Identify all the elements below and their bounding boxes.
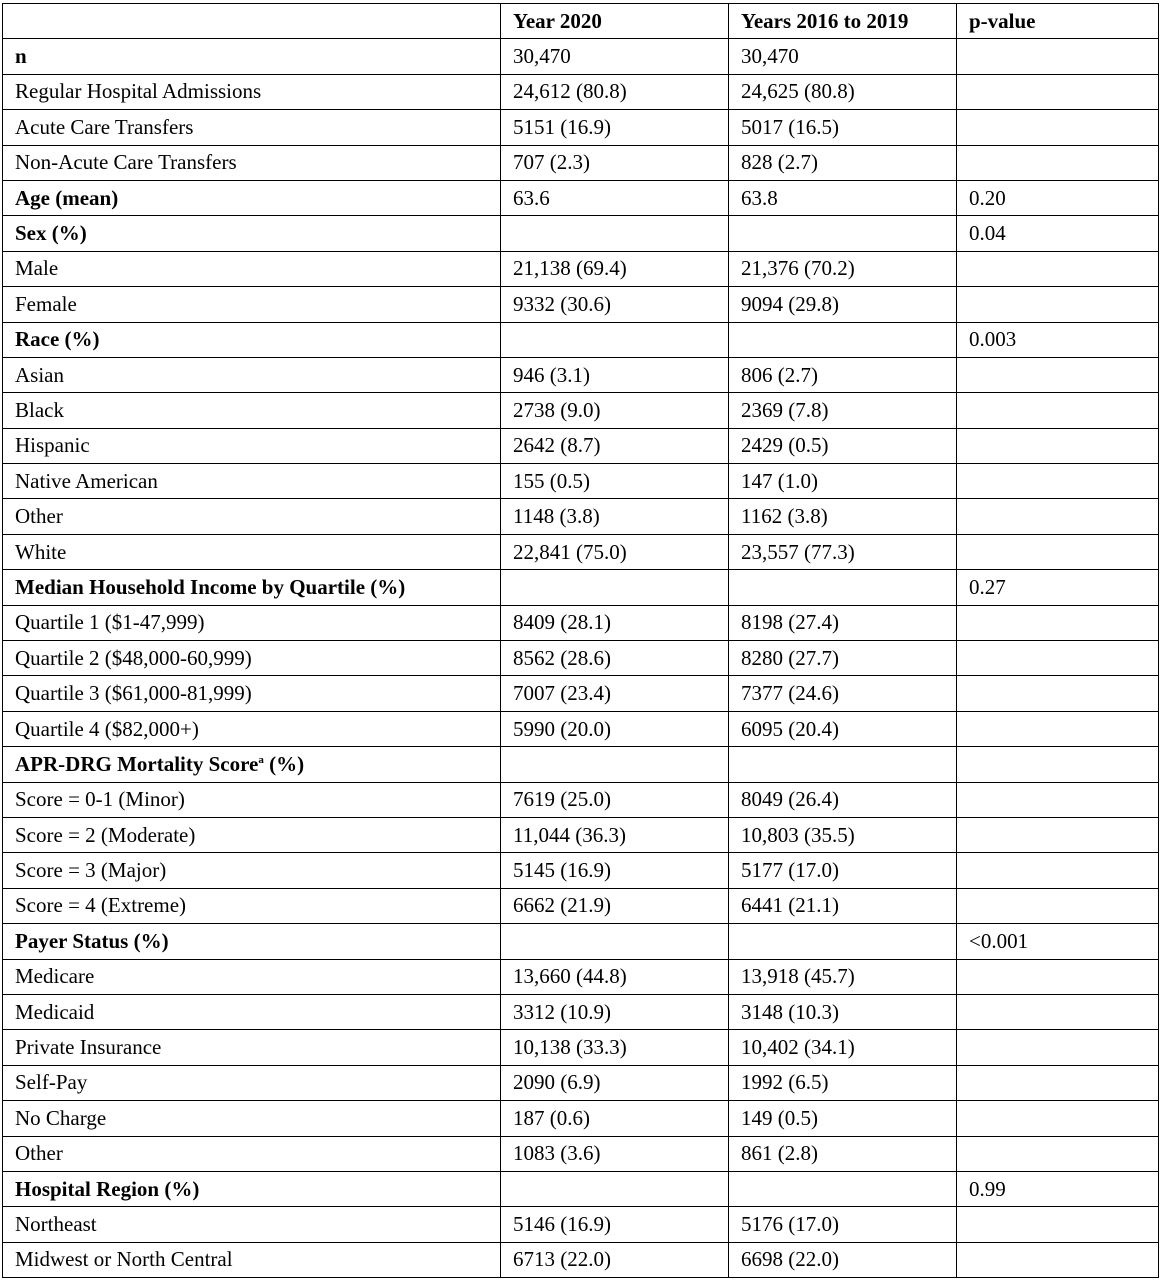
value-2016-2019: 6441 (21.1) xyxy=(729,888,957,923)
value-2016-2019: 7377 (24.6) xyxy=(729,676,957,711)
row-label xyxy=(3,1065,501,1100)
row-label-text: Payer Status (%) xyxy=(15,928,169,953)
row-label xyxy=(3,1207,501,1242)
row-label-text: No Charge xyxy=(15,1105,107,1130)
table-row xyxy=(3,570,1159,605)
value-2016-2019: 806 (2.7) xyxy=(729,357,957,392)
table-row xyxy=(3,145,1159,180)
value-2020: 707 (2.3) xyxy=(501,145,729,180)
row-label-text: White xyxy=(15,539,67,564)
value-2020: 30,470 xyxy=(501,39,729,74)
value-2020 xyxy=(501,924,729,959)
header-row xyxy=(3,4,1159,39)
header-year-2020: Year 2020 xyxy=(501,4,729,39)
value-2016-2019: 149 (0.5) xyxy=(729,1101,957,1136)
value-2016-2019: 10,402 (34.1) xyxy=(729,1030,957,1065)
value-2016-2019: 63.8 xyxy=(729,180,957,215)
row-label-text: Sex (%) xyxy=(15,221,87,246)
table-row xyxy=(3,1101,1159,1136)
row-label xyxy=(3,74,501,109)
value-2016-2019: 6095 (20.4) xyxy=(729,711,957,746)
row-label-text: Score = 0-1 (Minor) xyxy=(15,787,185,812)
p-value xyxy=(957,888,1159,923)
value-2020: 21,138 (69.4) xyxy=(501,251,729,286)
p-value xyxy=(957,711,1159,746)
value-2020: 187 (0.6) xyxy=(501,1101,729,1136)
table-row xyxy=(3,711,1159,746)
value-2016-2019: 1992 (6.5) xyxy=(729,1065,957,1100)
table-row xyxy=(3,110,1159,145)
p-value xyxy=(957,499,1159,534)
p-value xyxy=(957,959,1159,994)
value-2020: 9332 (30.6) xyxy=(501,287,729,322)
row-label-text: Hospital Region (%) xyxy=(15,1176,200,1201)
p-value xyxy=(957,994,1159,1029)
row-label-text: APR-DRG Mortality Score xyxy=(15,751,259,776)
value-2016-2019: 8198 (27.4) xyxy=(729,605,957,640)
table-row xyxy=(3,1171,1159,1206)
value-2020: 6713 (22.0) xyxy=(501,1242,729,1277)
row-label-text: n xyxy=(15,44,27,69)
row-label xyxy=(3,357,501,392)
row-label xyxy=(3,959,501,994)
p-value xyxy=(957,747,1159,782)
value-2020 xyxy=(501,1171,729,1206)
p-value xyxy=(957,357,1159,392)
row-label-suffix: (%) xyxy=(263,751,305,776)
table-row xyxy=(3,357,1159,392)
value-2016-2019 xyxy=(729,747,957,782)
header-years-2016-2019: Years 2016 to 2019 xyxy=(729,4,957,39)
p-value xyxy=(957,145,1159,180)
value-2020: 155 (0.5) xyxy=(501,464,729,499)
row-label xyxy=(3,817,501,852)
table-row xyxy=(3,888,1159,923)
table-row xyxy=(3,287,1159,322)
table-row xyxy=(3,39,1159,74)
p-value xyxy=(957,287,1159,322)
value-2016-2019: 5176 (17.0) xyxy=(729,1207,957,1242)
p-value xyxy=(957,74,1159,109)
value-2020: 11,044 (36.3) xyxy=(501,817,729,852)
table-row xyxy=(3,534,1159,569)
row-label xyxy=(3,711,501,746)
table-row xyxy=(3,853,1159,888)
row-label-text: Native American xyxy=(15,468,158,493)
row-label xyxy=(3,853,501,888)
value-2020: 946 (3.1) xyxy=(501,357,729,392)
table-row xyxy=(3,1136,1159,1171)
p-value xyxy=(957,1030,1159,1065)
value-2020: 5990 (20.0) xyxy=(501,711,729,746)
row-label-text: Score = 2 (Moderate) xyxy=(15,822,196,847)
row-label xyxy=(3,216,501,251)
table-row xyxy=(3,499,1159,534)
row-label-text: Acute Care Transfers xyxy=(15,114,194,139)
characteristics-table xyxy=(2,3,1159,1278)
row-label-text: Female xyxy=(15,291,77,316)
row-label-text: Median Household Income by Quartile (%) xyxy=(15,574,406,599)
row-label xyxy=(3,180,501,215)
row-label xyxy=(3,570,501,605)
row-label-text: Private Insurance xyxy=(15,1035,162,1060)
row-label xyxy=(3,924,501,959)
p-value xyxy=(957,393,1159,428)
value-2020: 3312 (10.9) xyxy=(501,994,729,1029)
value-2016-2019: 3148 (10.3) xyxy=(729,994,957,1029)
row-label xyxy=(3,782,501,817)
table-row xyxy=(3,747,1159,782)
table-row xyxy=(3,1207,1159,1242)
value-2020: 1083 (3.6) xyxy=(501,1136,729,1171)
table-row xyxy=(3,180,1159,215)
value-2016-2019: 861 (2.8) xyxy=(729,1136,957,1171)
row-label-text: Score = 4 (Extreme) xyxy=(15,893,187,918)
table-row xyxy=(3,676,1159,711)
table-row xyxy=(3,959,1159,994)
row-label xyxy=(3,1101,501,1136)
value-2020: 24,612 (80.8) xyxy=(501,74,729,109)
p-value: 0.27 xyxy=(957,570,1159,605)
p-value xyxy=(957,641,1159,676)
value-2016-2019: 13,918 (45.7) xyxy=(729,959,957,994)
table-row xyxy=(3,393,1159,428)
table-row xyxy=(3,1242,1159,1277)
row-label xyxy=(3,1136,501,1171)
value-2020: 2090 (6.9) xyxy=(501,1065,729,1100)
footnote-marker: a xyxy=(258,753,264,766)
row-label-text: Midwest or North Central xyxy=(15,1247,233,1272)
p-value xyxy=(957,110,1159,145)
value-2020: 2642 (8.7) xyxy=(501,428,729,463)
row-label xyxy=(3,499,501,534)
table-row xyxy=(3,994,1159,1029)
row-label xyxy=(3,322,501,357)
table-row xyxy=(3,817,1159,852)
p-value: 0.99 xyxy=(957,1171,1159,1206)
row-label xyxy=(3,1171,501,1206)
value-2020 xyxy=(501,322,729,357)
p-value xyxy=(957,1065,1159,1100)
p-value xyxy=(957,853,1159,888)
row-label-text: Hispanic xyxy=(15,433,90,458)
value-2020: 5145 (16.9) xyxy=(501,853,729,888)
value-2020: 8409 (28.1) xyxy=(501,605,729,640)
value-2016-2019: 2369 (7.8) xyxy=(729,393,957,428)
row-label xyxy=(3,534,501,569)
value-2016-2019 xyxy=(729,924,957,959)
row-label xyxy=(3,605,501,640)
row-label xyxy=(3,994,501,1029)
row-label-text: Black xyxy=(15,397,64,422)
row-label xyxy=(3,39,501,74)
table-row xyxy=(3,1030,1159,1065)
value-2016-2019: 23,557 (77.3) xyxy=(729,534,957,569)
row-label-text: Score = 3 (Major) xyxy=(15,858,167,883)
row-label xyxy=(3,464,501,499)
value-2020: 5151 (16.9) xyxy=(501,110,729,145)
value-2020: 10,138 (33.3) xyxy=(501,1030,729,1065)
header-label xyxy=(3,4,501,39)
value-2016-2019: 5017 (16.5) xyxy=(729,110,957,145)
value-2016-2019: 5177 (17.0) xyxy=(729,853,957,888)
value-2020 xyxy=(501,570,729,605)
value-2020: 2738 (9.0) xyxy=(501,393,729,428)
row-label xyxy=(3,145,501,180)
row-label-text: Male xyxy=(15,256,59,281)
table-row xyxy=(3,782,1159,817)
value-2020: 13,660 (44.8) xyxy=(501,959,729,994)
table-row xyxy=(3,641,1159,676)
table-row xyxy=(3,605,1159,640)
value-2020: 8562 (28.6) xyxy=(501,641,729,676)
value-2020: 7007 (23.4) xyxy=(501,676,729,711)
p-value xyxy=(957,605,1159,640)
p-value xyxy=(957,534,1159,569)
row-label-text: Quartile 2 ($48,000-60,999) xyxy=(15,645,252,670)
row-label-text: Quartile 1 ($1-47,999) xyxy=(15,610,205,635)
p-value xyxy=(957,251,1159,286)
row-label-text: Quartile 3 ($61,000-81,999) xyxy=(15,681,252,706)
row-label-text: Medicare xyxy=(15,964,95,989)
row-label xyxy=(3,747,501,782)
row-label-text: Quartile 4 ($82,000+) xyxy=(15,716,199,741)
row-label-text: Non-Acute Care Transfers xyxy=(15,150,237,175)
value-2016-2019: 9094 (29.8) xyxy=(729,287,957,322)
p-value: 0.20 xyxy=(957,180,1159,215)
p-value xyxy=(957,39,1159,74)
p-value xyxy=(957,1101,1159,1136)
value-2016-2019: 8280 (27.7) xyxy=(729,641,957,676)
row-label xyxy=(3,888,501,923)
p-value xyxy=(957,1242,1159,1277)
row-label xyxy=(3,1030,501,1065)
row-label xyxy=(3,641,501,676)
row-label xyxy=(3,110,501,145)
table-row xyxy=(3,428,1159,463)
row-label-text: Medicaid xyxy=(15,999,95,1024)
value-2016-2019: 147 (1.0) xyxy=(729,464,957,499)
row-label xyxy=(3,287,501,322)
value-2020 xyxy=(501,216,729,251)
value-2020: 7619 (25.0) xyxy=(501,782,729,817)
value-2020: 1148 (3.8) xyxy=(501,499,729,534)
p-value xyxy=(957,1136,1159,1171)
value-2016-2019: 24,625 (80.8) xyxy=(729,74,957,109)
value-2016-2019: 30,470 xyxy=(729,39,957,74)
p-value: 0.04 xyxy=(957,216,1159,251)
row-label-text: Northeast xyxy=(15,1211,97,1236)
row-label xyxy=(3,676,501,711)
row-label xyxy=(3,251,501,286)
value-2016-2019: 828 (2.7) xyxy=(729,145,957,180)
row-label-text: Regular Hospital Admissions xyxy=(15,79,262,104)
table-row xyxy=(3,1065,1159,1100)
header-p-value: p-value xyxy=(957,4,1159,39)
p-value xyxy=(957,676,1159,711)
value-2020: 5146 (16.9) xyxy=(501,1207,729,1242)
value-2020: 63.6 xyxy=(501,180,729,215)
p-value: 0.003 xyxy=(957,322,1159,357)
row-label xyxy=(3,428,501,463)
value-2016-2019 xyxy=(729,1171,957,1206)
table-row xyxy=(3,251,1159,286)
p-value: <0.001 xyxy=(957,924,1159,959)
table-body xyxy=(3,39,1159,1278)
value-2016-2019: 1162 (3.8) xyxy=(729,499,957,534)
row-label-text: Other xyxy=(15,504,63,529)
p-value xyxy=(957,817,1159,852)
table-row xyxy=(3,464,1159,499)
row-label xyxy=(3,1242,501,1277)
p-value xyxy=(957,1207,1159,1242)
value-2020 xyxy=(501,747,729,782)
value-2016-2019: 2429 (0.5) xyxy=(729,428,957,463)
value-2016-2019: 10,803 (35.5) xyxy=(729,817,957,852)
row-label-text: Asian xyxy=(15,362,64,387)
p-value xyxy=(957,464,1159,499)
value-2016-2019: 21,376 (70.2) xyxy=(729,251,957,286)
value-2016-2019: 8049 (26.4) xyxy=(729,782,957,817)
row-label-text: Race (%) xyxy=(15,327,100,352)
row-label-text: Other xyxy=(15,1141,63,1166)
table-row xyxy=(3,322,1159,357)
row-label-text: Age (mean) xyxy=(15,185,119,210)
table-row xyxy=(3,924,1159,959)
value-2020: 22,841 (75.0) xyxy=(501,534,729,569)
value-2020: 6662 (21.9) xyxy=(501,888,729,923)
table-row xyxy=(3,74,1159,109)
p-value xyxy=(957,782,1159,817)
value-2016-2019 xyxy=(729,322,957,357)
table-row xyxy=(3,216,1159,251)
value-2016-2019 xyxy=(729,570,957,605)
p-value xyxy=(957,428,1159,463)
value-2016-2019: 6698 (22.0) xyxy=(729,1242,957,1277)
value-2016-2019 xyxy=(729,216,957,251)
row-label xyxy=(3,393,501,428)
row-label-text: Self-Pay xyxy=(15,1070,88,1095)
